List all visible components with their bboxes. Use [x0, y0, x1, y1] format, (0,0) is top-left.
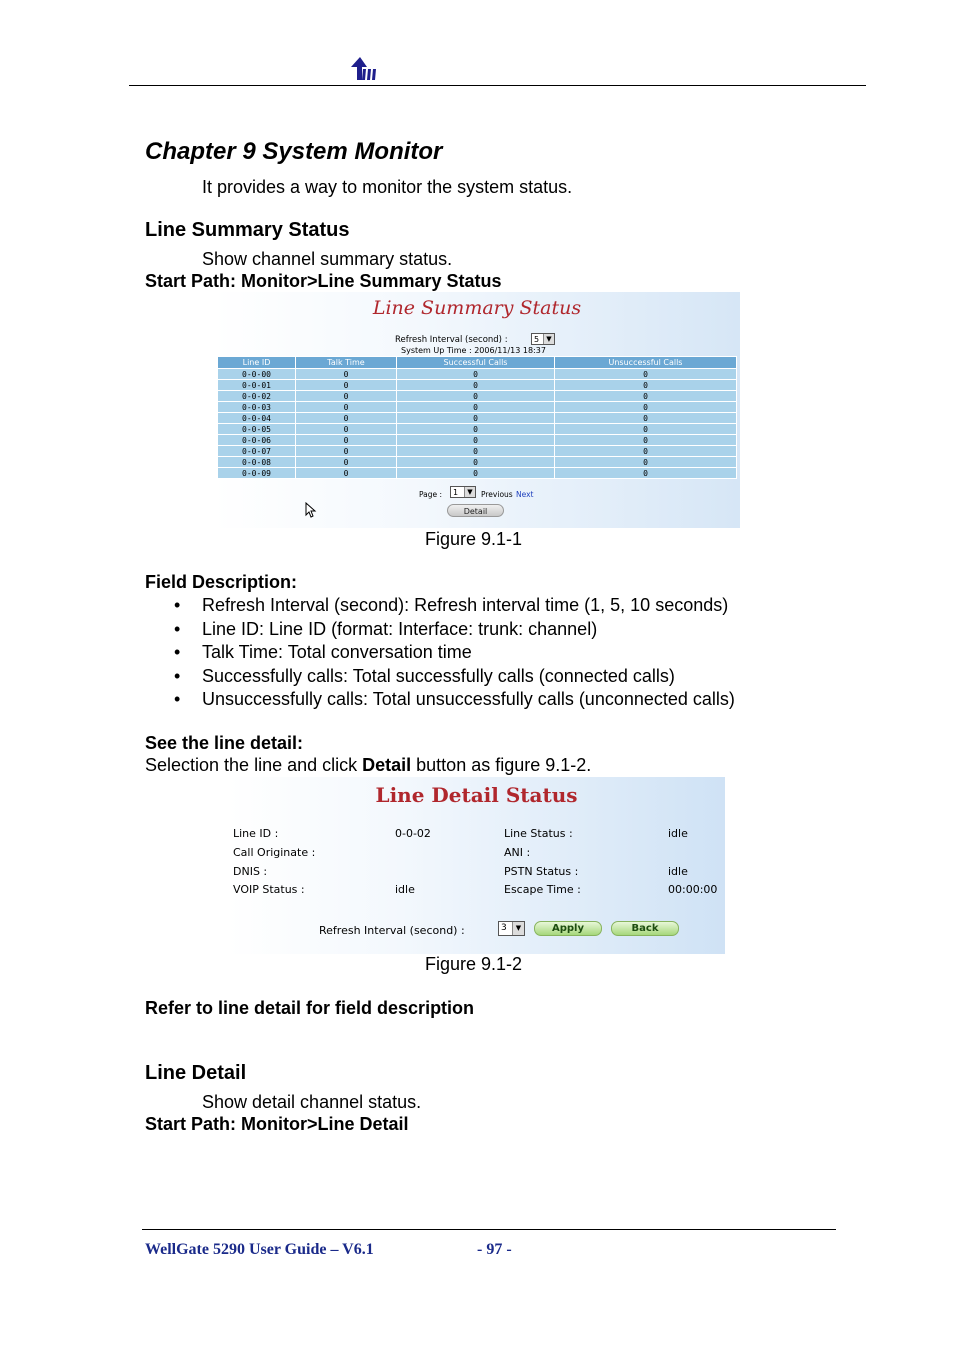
figure1-caption: Figure 9.1-1	[425, 529, 523, 549]
footer-page-number: - 97 -	[477, 1241, 512, 1258]
table-row[interactable]: 0-0-08 0 0 0	[218, 457, 737, 468]
list-item: • Refresh Interval (second): Refresh interval time (1, 5, 10 seconds)	[172, 594, 735, 618]
table-row[interactable]: 0-0-07 0 0 0	[218, 446, 737, 457]
figure2-refresh-label: Refresh Interval (second) :	[319, 924, 465, 937]
line-summary-table	[217, 356, 737, 479]
see-detail-text: Selection the line and click Detail button as figure 9.1-2.	[145, 755, 592, 775]
table-row[interactable]: 0-0-04 0 0 0	[218, 413, 737, 424]
pstn-status-value: idle	[668, 865, 688, 878]
chevron-down-icon: ▼	[512, 922, 524, 935]
detail-button[interactable]: Detail	[447, 504, 504, 517]
line-detail-screenshot	[228, 777, 725, 954]
footer-rule	[142, 1229, 836, 1230]
col-unsuccessful-calls: Unsuccessful Calls	[555, 357, 737, 369]
escape-time-label: Escape Time :	[504, 883, 581, 896]
refer-note: Refer to line detail for field description	[145, 998, 475, 1018]
col-line-id: Line ID	[218, 357, 296, 369]
wellgate-logo-icon	[349, 56, 379, 82]
list-item: • Unsuccessfully calls: Total unsuccessfully calls (unconnected calls)	[172, 688, 735, 712]
figure2-title: Line Detail Status	[375, 783, 578, 807]
table-row[interactable]: 0-0-05 0 0 0	[218, 424, 737, 435]
table-row[interactable]: 0-0-01 0 0 0	[218, 380, 737, 391]
chevron-down-icon: ▼	[543, 334, 554, 344]
pstn-status-label: PSTN Status :	[504, 865, 579, 878]
figure1-uptime: System Up Time : 2006/11/13 18:37	[401, 346, 546, 355]
see-detail-heading: See the line detail:	[145, 733, 304, 753]
mouse-cursor-icon	[305, 502, 317, 518]
list-item: • Line ID: Line ID (format: Interface: trunk: channel)	[172, 618, 735, 642]
footer-guide: WellGate 5290 User Guide – V6.1	[145, 1241, 374, 1258]
list-item: • Talk Time: Total conversation time	[172, 641, 735, 665]
figure1-refresh-label: Refresh Interval (second) :	[395, 335, 508, 345]
figure1-page-label: Page :	[419, 490, 443, 499]
line-id-label: Line ID :	[233, 827, 279, 840]
line-status-value: idle	[668, 827, 688, 840]
header-rule	[129, 85, 866, 86]
figure1-next-link[interactable]: Next	[516, 490, 534, 499]
table-row[interactable]: 0-0-02 0 0 0	[218, 391, 737, 402]
line-summary-path: Start Path: Monitor>Line Summary Status	[145, 271, 502, 291]
table-row[interactable]: 0-0-06 0 0 0	[218, 435, 737, 446]
figure1-previous-link[interactable]: Previous	[481, 490, 513, 499]
figure1-refresh-value: 5	[534, 335, 540, 344]
figure2-refresh-select[interactable]	[498, 921, 525, 936]
col-talk-time: Talk Time	[296, 357, 397, 369]
ani-label: ANI :	[504, 846, 531, 859]
line-detail-path: Start Path: Monitor>Line Detail	[145, 1114, 409, 1134]
line-detail-heading: Line Detail	[145, 1062, 247, 1084]
field-description-list	[172, 594, 735, 712]
dnis-label: DNIS :	[233, 865, 268, 878]
table-row[interactable]: 0-0-09 0 0 0	[218, 468, 737, 479]
chapter-title: Chapter 9 System Monitor	[145, 138, 443, 165]
figure1-title: Line Summary Status	[372, 297, 582, 319]
figure2-caption: Figure 9.1-2	[425, 954, 523, 974]
table-row[interactable]: 0-0-03 0 0 0	[218, 402, 737, 413]
line-detail-desc: Show detail channel status.	[202, 1092, 422, 1112]
table-row[interactable]: 0-0-00 0 0 0	[218, 369, 737, 380]
figure2-refresh-value: 3	[501, 923, 507, 933]
apply-button[interactable]: Apply	[534, 921, 602, 936]
line-summary-desc: Show channel summary status.	[202, 249, 453, 269]
call-originate-label: Call Originate :	[233, 846, 316, 859]
figure1-page-select[interactable]	[450, 486, 476, 498]
figure1-page-value: 1	[453, 488, 459, 497]
field-description-heading: Field Description:	[145, 572, 298, 592]
line-status-label: Line Status :	[504, 827, 573, 840]
voip-status-label: VOIP Status :	[233, 883, 305, 896]
escape-time-value: 00:00:00	[668, 883, 718, 896]
col-successful-calls: Successful Calls	[397, 357, 555, 369]
back-button[interactable]: Back	[611, 921, 679, 936]
line-id-value: 0-0-02	[395, 827, 431, 840]
line-summary-heading: Line Summary Status	[145, 219, 350, 241]
chevron-down-icon: ▼	[464, 487, 475, 497]
list-item: • Successfully calls: Total successfully calls (connected calls)	[172, 665, 735, 689]
figure1-refresh-select[interactable]	[531, 333, 555, 345]
chapter-intro: It provides a way to monitor the system status.	[202, 177, 573, 197]
line-summary-screenshot	[214, 292, 740, 528]
voip-status-value: idle	[395, 883, 415, 896]
